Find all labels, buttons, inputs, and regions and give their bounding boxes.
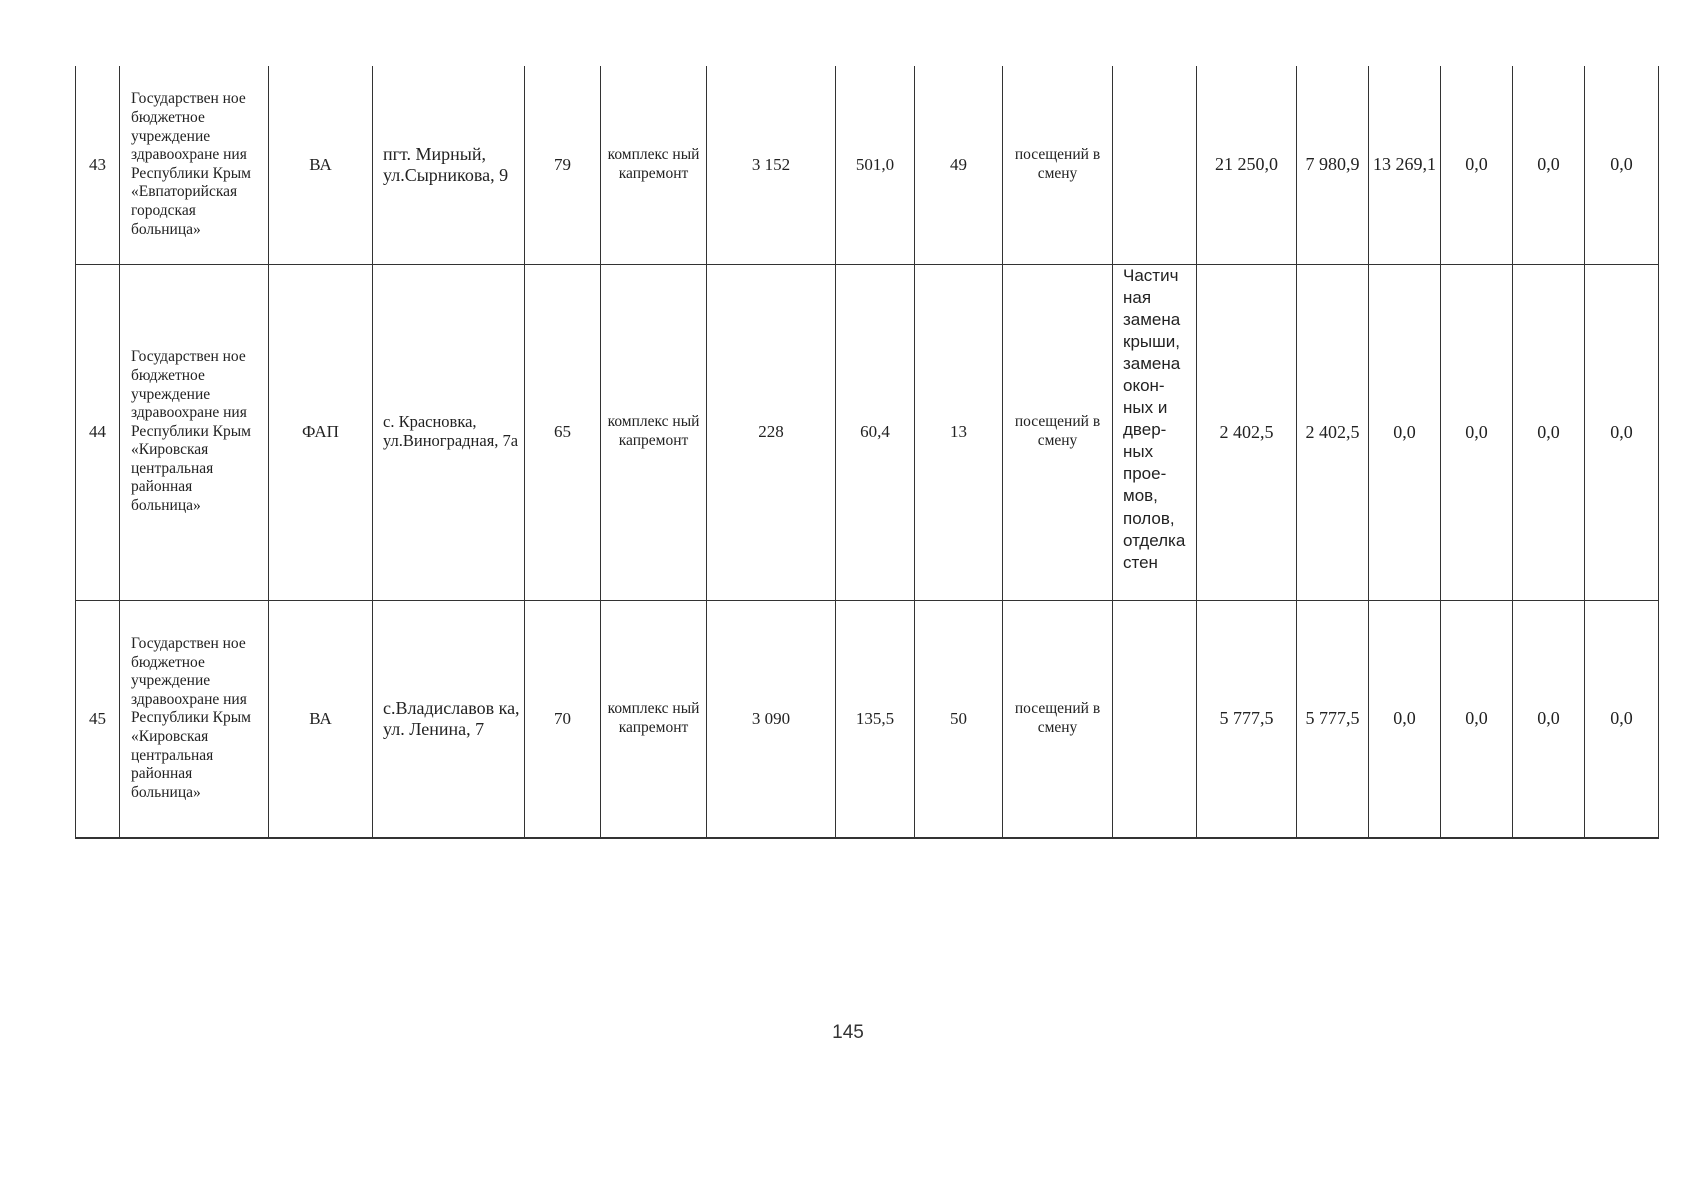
table-row bbox=[76, 264, 1659, 600]
work-note bbox=[1113, 66, 1197, 264]
cost-year-5: 0,0 bbox=[1585, 264, 1659, 600]
cost-year-3: 0,0 bbox=[1441, 66, 1513, 264]
capacity-unit: посещений в смену bbox=[1003, 264, 1113, 600]
work-type: комплекс ный капремонт bbox=[601, 264, 707, 600]
capacity-value: 50 bbox=[915, 600, 1003, 838]
total-cost: 2 402,5 bbox=[1197, 264, 1297, 600]
area-value: 228 bbox=[707, 264, 836, 600]
object-address: с. Красновка, ул.Виноградная, 7а bbox=[373, 264, 525, 600]
work-type: комплекс ный капремонт bbox=[601, 66, 707, 264]
work-note: Частич ная замена крыши, замена окон- ных и двер- ных прое- мов, полов, отделка стен bbox=[1113, 264, 1197, 600]
total-cost: 5 777,5 bbox=[1197, 600, 1297, 838]
institution-name: Государствен ное бюджетное учреждение здравоохране ния Республики Крым «Кировская центральная районная больница» bbox=[120, 264, 269, 600]
volume-value: 135,5 bbox=[836, 600, 915, 838]
capacity-unit: посещений в смену bbox=[1003, 66, 1113, 264]
work-type: комплекс ный капремонт bbox=[601, 600, 707, 838]
cost-year-2: 13 269,1 bbox=[1369, 66, 1441, 264]
institution-name: Государствен ное бюджетное учреждение здравоохране ния Республики Крым «Евпаторийская городская больница» bbox=[120, 66, 269, 264]
table-row bbox=[76, 600, 1659, 838]
building-value: 65 bbox=[525, 264, 601, 600]
page-number: 145 bbox=[832, 1022, 864, 1043]
volume-value: 60,4 bbox=[836, 264, 915, 600]
row-number: 43 bbox=[76, 66, 120, 264]
object-type: ВА bbox=[269, 66, 373, 264]
work-note bbox=[1113, 600, 1197, 838]
cost-year-1: 2 402,5 bbox=[1297, 264, 1369, 600]
cost-year-3: 0,0 bbox=[1441, 264, 1513, 600]
cost-year-5: 0,0 bbox=[1585, 66, 1659, 264]
institution-name: Государствен ное бюджетное учреждение здравоохране ния Республики Крым «Кировская центральная районная больница» bbox=[120, 600, 269, 838]
row-number: 44 bbox=[76, 264, 120, 600]
cost-year-3: 0,0 bbox=[1441, 600, 1513, 838]
cost-year-1: 5 777,5 bbox=[1297, 600, 1369, 838]
cost-year-4: 0,0 bbox=[1513, 600, 1585, 838]
object-type: ВА bbox=[269, 600, 373, 838]
volume-value: 501,0 bbox=[836, 66, 915, 264]
building-value: 79 bbox=[525, 66, 601, 264]
cost-year-1: 7 980,9 bbox=[1297, 66, 1369, 264]
capital-repair-table bbox=[75, 66, 1659, 839]
area-value: 3 152 bbox=[707, 66, 836, 264]
table-row bbox=[76, 66, 1659, 264]
cost-year-4: 0,0 bbox=[1513, 264, 1585, 600]
cost-year-5: 0,0 bbox=[1585, 600, 1659, 838]
object-type: ФАП bbox=[269, 264, 373, 600]
object-address: пгт. Мирный, ул.Сырникова, 9 bbox=[373, 66, 525, 264]
building-value: 70 bbox=[525, 600, 601, 838]
capacity-value: 13 bbox=[915, 264, 1003, 600]
capacity-unit: посещений в смену bbox=[1003, 600, 1113, 838]
row-number: 45 bbox=[76, 600, 120, 838]
total-cost: 21 250,0 bbox=[1197, 66, 1297, 264]
area-value: 3 090 bbox=[707, 600, 836, 838]
object-address: с.Владиславов ка, ул. Ленина, 7 bbox=[373, 600, 525, 838]
cost-year-2: 0,0 bbox=[1369, 600, 1441, 838]
capacity-value: 49 bbox=[915, 66, 1003, 264]
cost-year-4: 0,0 bbox=[1513, 66, 1585, 264]
cost-year-2: 0,0 bbox=[1369, 264, 1441, 600]
